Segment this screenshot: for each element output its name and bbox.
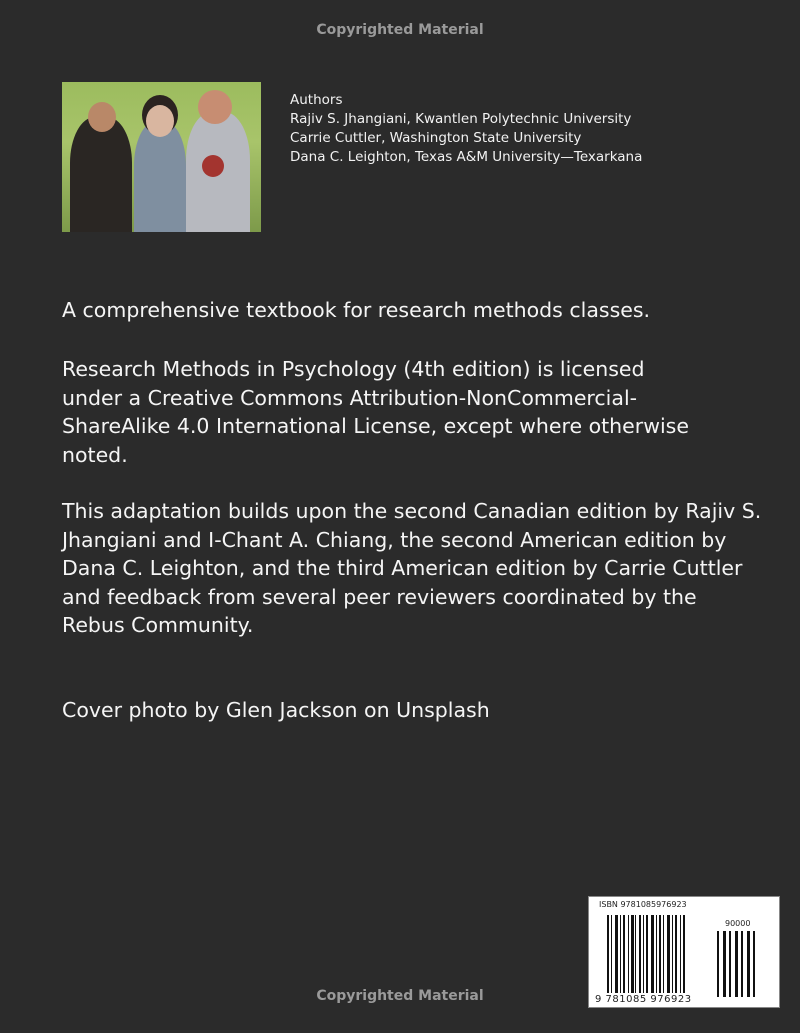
author-line: Carrie Cuttler, Washington State University: [290, 130, 582, 146]
author-head-1: [88, 102, 116, 132]
license-paragraph: Research Methods in Psychology (4th edition) is licensed under a Creative Commons Attribution-NonCommercial-ShareAlike 4.0 International License, except where otherwise noted.: [62, 357, 689, 467]
adaptation-paragraph: This adaptation builds upon the second Canadian edition by Rajiv S. Jhangiani and I-Chant A. Chiang, the second American edition by Dana C. Leighton, and the third American edition by Carrie Cuttler and feedback from several peer reviewers coordinated by the Rebus Community.: [62, 499, 762, 637]
authors-photo: [62, 82, 261, 232]
cover-credit: Cover photo by Glen Jackson on Unsplash: [62, 698, 490, 722]
author-head-2: [146, 105, 174, 137]
barcode-digits: 9 781085 976923: [595, 994, 692, 1005]
authors-block: [290, 91, 642, 167]
shirt-logo: [202, 155, 224, 177]
copyright-watermark-bottom: Copyrighted Material: [316, 988, 484, 1004]
author-line: Rajiv S. Jhangiani, Kwantlen Polytechnic University: [290, 111, 632, 127]
authors-heading: Authors: [290, 92, 343, 108]
barcode-bars: [607, 915, 709, 993]
addon-code: 90000: [725, 919, 751, 928]
author-head-3: [198, 90, 232, 124]
isbn-label: ISBN 9781085976923: [599, 900, 687, 909]
author-figure-2: [134, 122, 186, 232]
author-figure-1: [70, 117, 132, 232]
copyright-watermark-top: Copyrighted Material: [316, 22, 484, 38]
author-line: Dana C. Leighton, Texas A&M University—Texarkana: [290, 149, 643, 165]
description-paragraph: A comprehensive textbook for research methods classes.: [62, 298, 651, 322]
